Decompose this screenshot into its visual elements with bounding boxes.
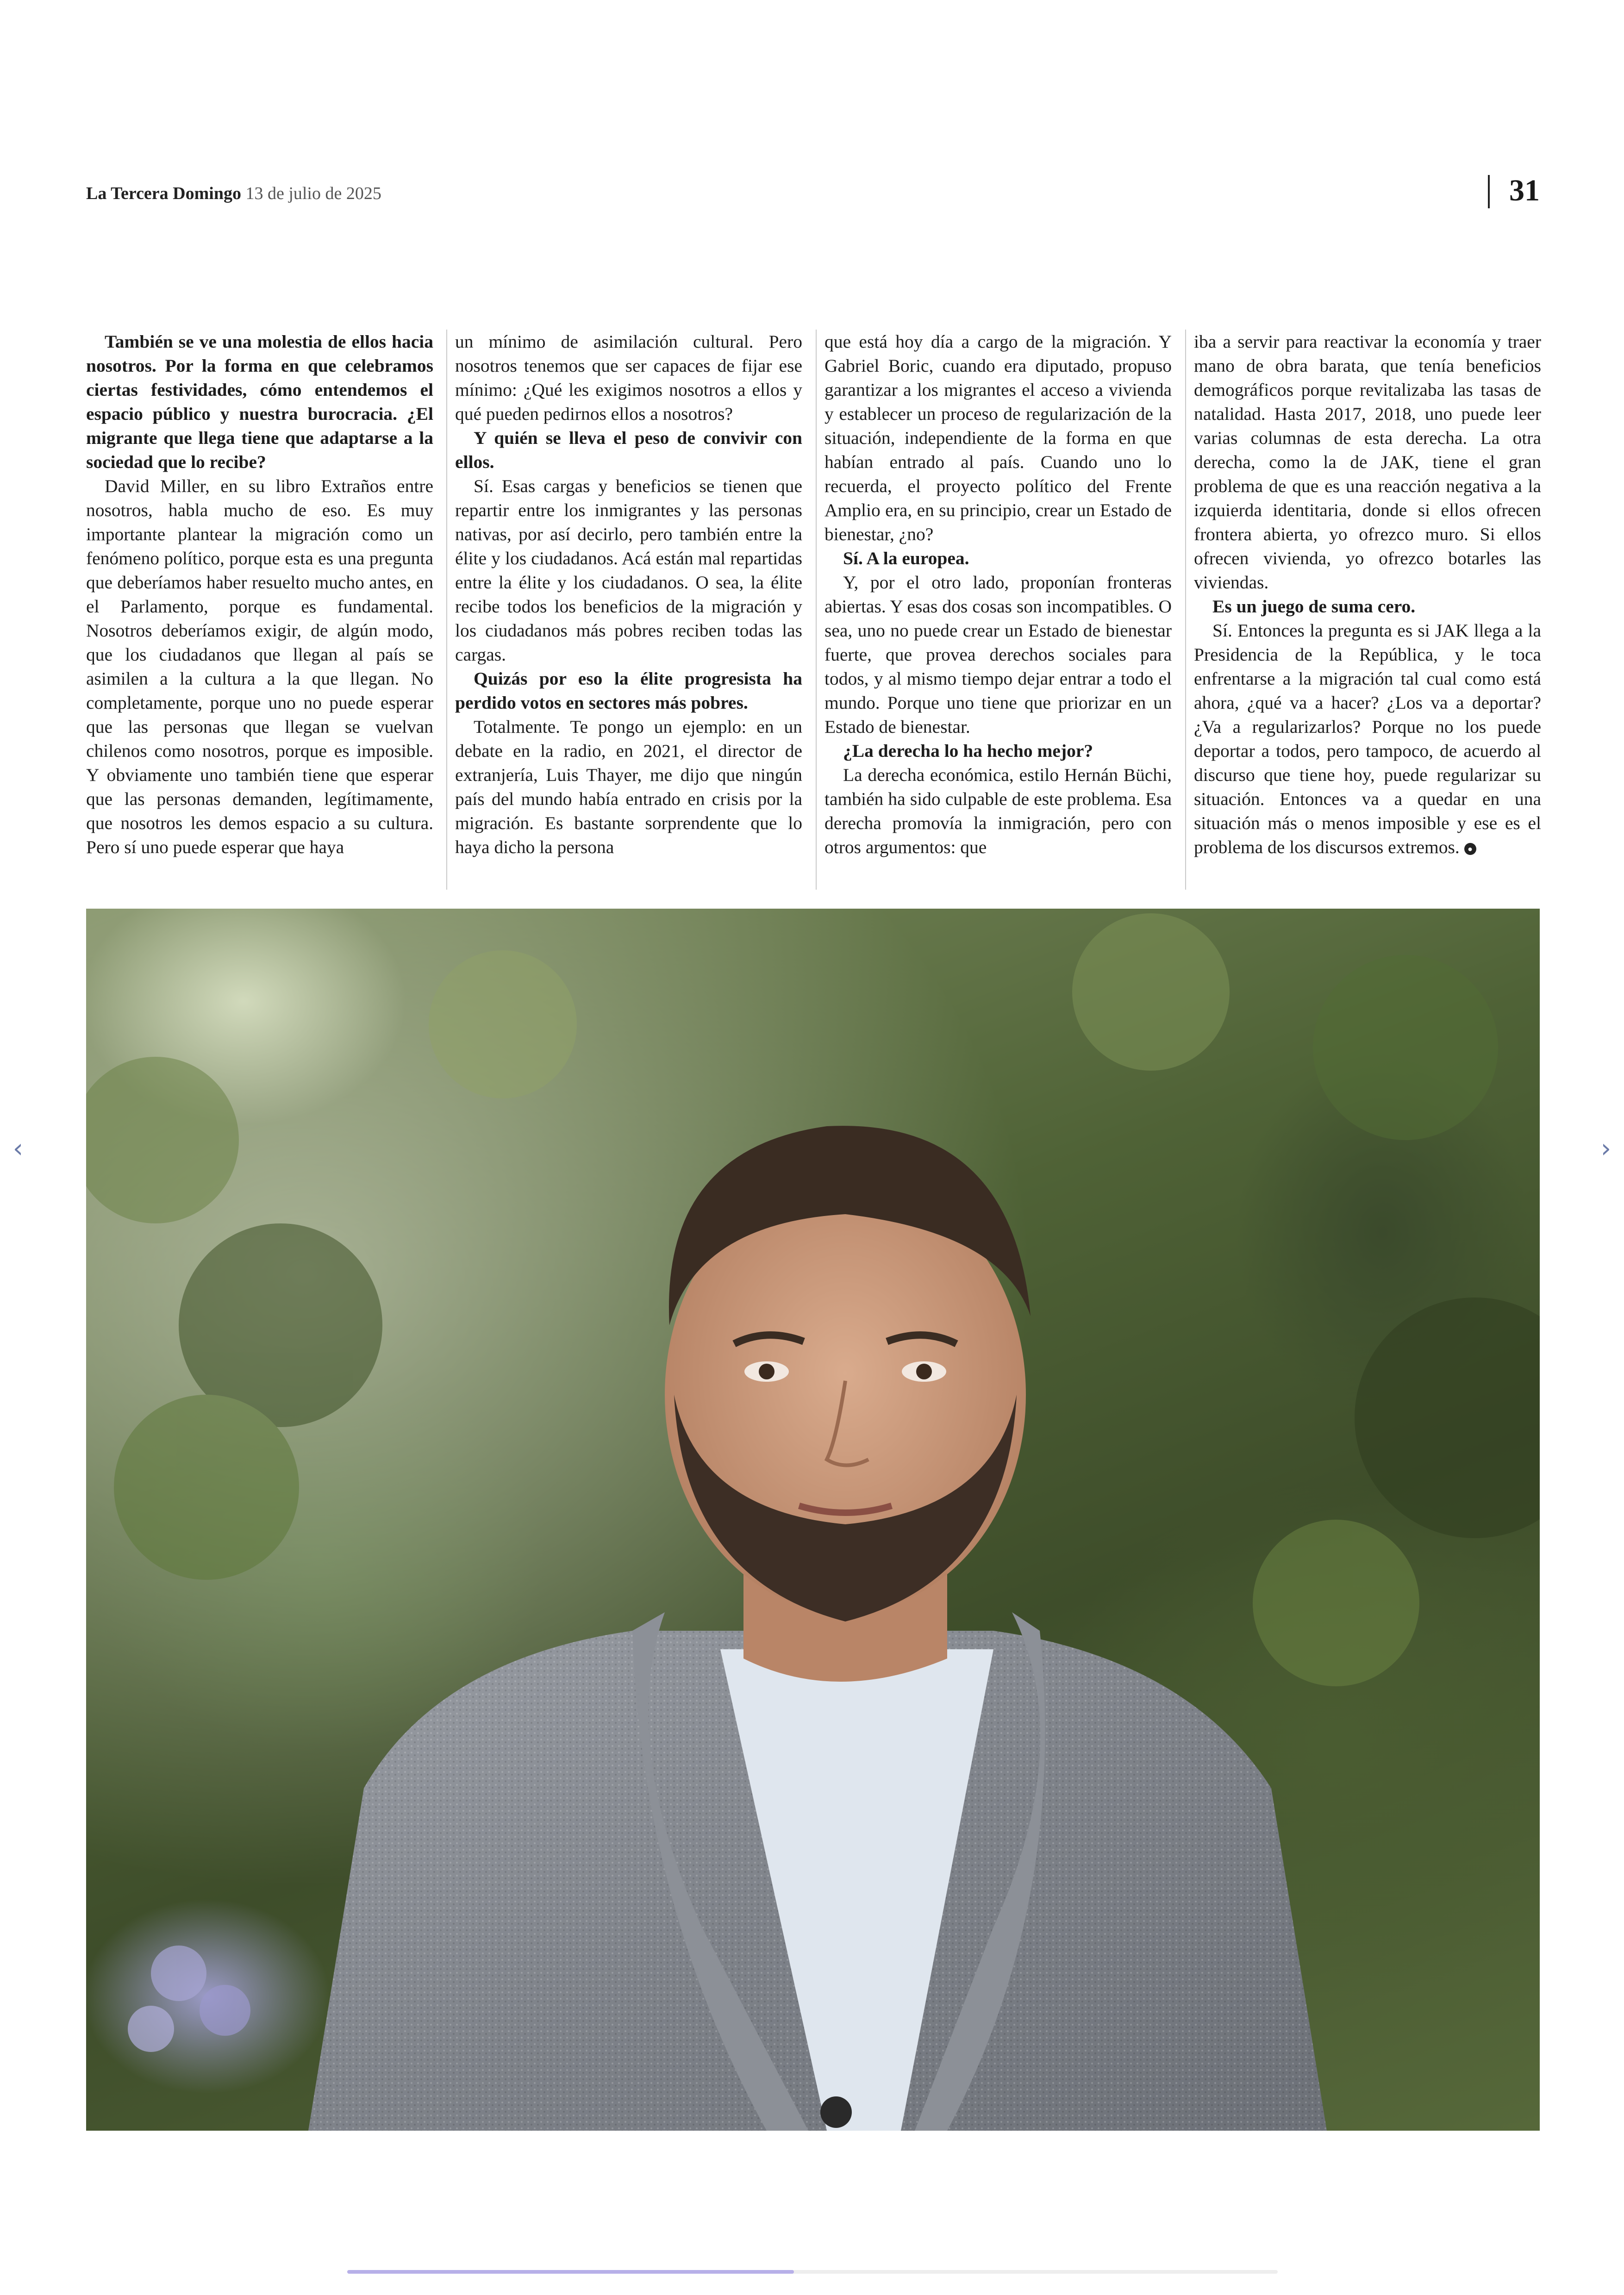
publication-line — [86, 183, 381, 204]
interview-answer: La derecha económica, estilo Hernán Büchi, también ha sido culpable de este problema. Esa derecha promovía la inmigración, pero con otros argumentos: que — [824, 765, 1172, 857]
column-divider — [446, 330, 447, 890]
interview-question: Quizás por eso la élite progresista ha perdido votos en sectores más pobres. — [455, 668, 802, 713]
interview-answer: Sí. Esas cargas y beneficios se tienen que repartir entre los inmigrantes y las personas nativas, por así decirlo, pero también entre la élite y los ciudadanos. Acá están mal repartidas entre la élite y los ciudadanos. O sea, la élite recibe todos los beneficios de la migración y los ciudadanos más pobres reciben todas las cargas. — [455, 476, 802, 665]
article-column-2 — [455, 330, 802, 890]
interview-answer: David Miller, en su libro Extraños entre nosotros, habla mucho de eso. Es muy importante plantear la migración como un fenómeno político, porque esta es una pregunta que deberíamos haber resuelto mucho antes, en el Parlamento, porque es fundamental. Nosotros deberíamos exigir, de algún modo, que los ciudadanos que llegan al país se asimilen a la cultura a la que llegan. No completamente, porque uno no puede esperar que las personas que llegan se vuelvan chilenos como nosotros, porque es imposible. Y obviamente uno también tiene que esperar que las personas demanden, legítimamente, que nosotros les demos espacio a su cultura. Pero sí uno puede esperar que haya — [86, 476, 433, 857]
article-body — [86, 330, 1540, 890]
interview-answer: Y, por el otro lado, proponían fronteras abiertas. Y esas dos cosas son incompatibles. O sea, uno no puede crear un Estado de bienestar fuerte, que provea derechos sociales para todos, y al mismo tiempo dejar entrar a todo el mundo. Porque uno tiene que priorizar en un Estado de bienestar. — [824, 572, 1172, 737]
page-header — [86, 175, 1540, 217]
column-divider — [816, 330, 817, 890]
publication-name: La Tercera Domingo — [86, 184, 241, 203]
portrait-photo — [86, 909, 1540, 2131]
interview-answer: un mínimo de asimilación cultural. Pero nosotros tenemos que ser capaces de fijar ese mínimo: ¿Qué les exigimos nosotros a ellos y qué pueden pedirnos ellos a nosotros? — [455, 331, 802, 424]
interview-answer: Sí. Entonces la pregunta es si JAK llega a la Presidencia de la República, y le toca enfrentarse a la migración tal cual como está ahora, ¿qué va a hacer? ¿Los va a deportar? ¿Va a regularizarlos? Porque no los puede deportar a todos, pero tampoco, de acuerdo al discurso que tiene hoy, puede regularizar su situación. Entonces va a quedar en una situación más o menos imposible y ese es el problema de los discursos extremos. ● — [1194, 620, 1541, 857]
chevron-right-icon[interactable]: › — [1600, 1134, 1612, 1164]
end-of-article-icon: ● — [1464, 843, 1476, 855]
interview-question: También se ve una molestia de ellos hacia nosotros. Por la forma en que celebramos ciertas festividades, cómo entendemos el espacio público y nuestra burocracia. ¿El migrante que llega tiene que adaptarse a la sociedad que lo recibe? — [86, 331, 433, 472]
article-column-4 — [1194, 330, 1541, 890]
interview-question: ¿La derecha lo ha hecho mejor? — [843, 741, 1093, 761]
publication-date: 13 de julio de 2025 — [245, 184, 381, 203]
interview-question: Y quién se lleva el peso de convivir con ellos. — [455, 428, 802, 472]
reading-progress-fill — [347, 2270, 794, 2274]
article-column-1 — [86, 330, 433, 890]
chevron-left-icon[interactable]: ‹ — [12, 1134, 24, 1164]
interview-question: Sí. A la europea. — [843, 548, 969, 568]
reading-progress-bar — [347, 2270, 1278, 2274]
interview-answer: que está hoy día a cargo de la migración. Y Gabriel Boric, cuando era diputado, propuso garantizar a los migrantes el acceso a vivienda y establecer un proceso de regularización de la situación, independiente de la forma en que habían entrado al país. Cuando uno lo recuerda, el proyecto político del Frente Amplio era, en su principio, crear un Estado de bienestar, ¿no? — [824, 331, 1172, 544]
column-divider — [1185, 330, 1186, 890]
interview-answer: Totalmente. Te pongo un ejemplo: en un debate en la radio, en 2021, el director de extranjería, Luis Thayer, me dijo que ningún país del mundo había entrado en crisis por la migración. Es bastante sorprendente que lo haya dicho la persona — [455, 717, 802, 857]
interview-answer: iba a servir para reactivar la economía y traer mano de obra barata, que tenía beneficios demográficos porque revitalizaba las tasas de natalidad. Hasta 2017, 2018, uno puede leer varias columnas de esta derecha. La otra derecha, como la de JAK, tiene el gran problema de que es una reacción negativa a la izquierda identitaria, donde si ellos ofrecen frontera abierta, yo ofrezco muro. Si ellos ofrecen vivienda, yo ofrezco botarles las viviendas. — [1194, 331, 1541, 592]
page-number: 31 — [1509, 174, 1540, 207]
portrait-illustration — [86, 909, 1540, 2131]
page-number-rule — [1488, 175, 1490, 208]
article-column-3 — [824, 330, 1172, 890]
interview-question: Es un juego de suma cero. — [1212, 596, 1416, 617]
